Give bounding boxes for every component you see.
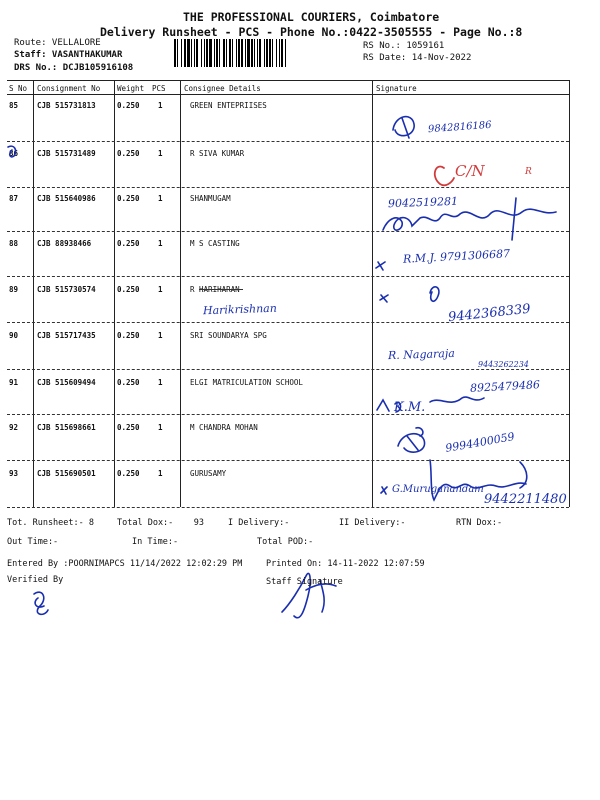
staff-signature-label: Staff Signature: [266, 577, 343, 587]
route-label: Route: VELLALORE: [14, 38, 101, 48]
staff-label: Staff: VASANTHAKUMAR: [14, 50, 123, 60]
col-header-sno: S No: [9, 84, 28, 93]
total-dox: Total Dox:- 93: [117, 518, 204, 528]
verified-by-label: Verified By: [7, 575, 64, 585]
out-time: Out Time:-: [7, 537, 59, 547]
row-pcs: 1: [158, 423, 163, 432]
row-consignment: CJB 515717435: [37, 331, 96, 340]
handwritten-mark: R: [525, 167, 532, 177]
col-header-signature: Signature: [376, 84, 417, 93]
handwritten-note: C/N: [455, 162, 485, 180]
row-sno: 93: [9, 469, 19, 478]
row-sno: 86: [9, 149, 19, 158]
row-weight: 0.250: [117, 194, 140, 203]
row-sno: 91: [9, 378, 19, 387]
handwritten-signature: R.M.J. 9791306687: [402, 247, 511, 266]
col-header-consignment: Consignment No: [37, 84, 101, 93]
col-header-weight: Weight: [117, 84, 145, 93]
row-consignee: M CHANDRA MOHAN: [190, 423, 258, 432]
row-consignment: CJB 515730574: [37, 285, 96, 294]
row-sno: 88: [9, 239, 19, 248]
row-weight: 0.250: [117, 378, 140, 387]
ii-delivery: II Delivery:-: [339, 518, 406, 528]
row-sno: 89: [9, 285, 19, 294]
row-consignment: CJB 515731813: [37, 101, 96, 110]
tot-runsheet: Tot. Runsheet:- 8: [7, 518, 94, 528]
row-pcs: 1: [158, 101, 163, 110]
row-weight: 0.250: [117, 423, 140, 432]
row-weight: 0.250: [117, 239, 140, 248]
printed-on: Printed On: 14-11-2022 12:07:59: [266, 559, 425, 569]
handwritten-signature: G.Muruganandam: [392, 484, 484, 495]
row-pcs: 1: [158, 378, 163, 387]
handwritten-phone: 9442211480: [484, 492, 567, 507]
row-sno: 92: [9, 423, 19, 432]
row-weight: 0.250: [117, 101, 140, 110]
col-header-pcs: PCS: [152, 84, 166, 93]
row-consignment: CJB 515698661: [37, 423, 96, 432]
row-pcs: 1: [158, 239, 163, 248]
row-pcs: 1: [158, 469, 163, 478]
drs-number: DRS No.: DCJB105916108: [14, 63, 134, 73]
handwritten-phone: 9042519281: [387, 194, 459, 211]
handwritten-phone: 9442368339: [447, 301, 532, 326]
row-sno: 85: [9, 101, 19, 110]
handwritten-phone: 9994400059: [444, 430, 516, 455]
row-weight: 0.250: [117, 285, 140, 294]
row-consignment: CJB 88938466: [37, 239, 92, 248]
handwritten-phone: 9842816186: [427, 119, 492, 136]
handwritten-phone: 9443262234: [478, 360, 529, 369]
row-consignee: R HARIHARAN: [190, 285, 240, 294]
handwritten-name: R. Nagaraja: [387, 346, 456, 363]
row-weight: 0.250: [117, 149, 140, 158]
row-consignee: SHANMUGAM: [190, 194, 231, 203]
row-consignment: CJB 515731489: [37, 149, 96, 158]
row-consignee: SRI SOUNDARYA SPG: [190, 331, 267, 340]
row-consignee: GREEN ENTEPRIISES: [190, 101, 267, 110]
row-consignee: M S CASTING: [190, 239, 240, 248]
handwritten-name: Harikrishnan: [202, 301, 278, 318]
col-header-consignee: Consignee Details: [184, 84, 261, 93]
row-pcs: 1: [158, 285, 163, 294]
row-consignee: GURUSAMY: [190, 469, 227, 478]
row-consignment: CJB 515690501: [37, 469, 96, 478]
row-pcs: 1: [158, 194, 163, 203]
row-sno: 87: [9, 194, 19, 203]
rs-date: RS Date: 14-Nov-2022: [363, 53, 472, 63]
rtn-dox: RTN Dox:-: [456, 518, 503, 528]
row-weight: 0.250: [117, 469, 140, 478]
entered-by: Entered By :POORNIMAPCS 11/14/2022 12:02:29 PM: [7, 559, 243, 569]
row-pcs: 1: [158, 149, 163, 158]
row-consignee: R SIVA KUMAR: [190, 149, 245, 158]
i-delivery: I Delivery:-: [228, 518, 290, 528]
row-weight: 0.250: [117, 331, 140, 340]
row-sno: 90: [9, 331, 19, 340]
row-pcs: 1: [158, 331, 163, 340]
total-pod: Total POD:-: [257, 537, 314, 547]
handwritten-signature: K.M.: [394, 400, 426, 415]
in-time: In Time:-: [132, 537, 179, 547]
row-consignee: ELGI MATRICULATION SCHOOL: [190, 378, 303, 387]
row-consignment: CJB 515640986: [37, 194, 96, 203]
rs-number: RS No.: 1059161: [363, 41, 445, 51]
runsheet-title: Delivery Runsheet - PCS - Phone No.:0422-3505555 - Page No.:8: [100, 25, 523, 39]
handwritten-phone: 8925479486: [469, 378, 541, 395]
company-name: THE PROFESSIONAL COURIERS, Coimbatore: [183, 10, 440, 24]
row-consignment: CJB 515609494: [37, 378, 96, 387]
